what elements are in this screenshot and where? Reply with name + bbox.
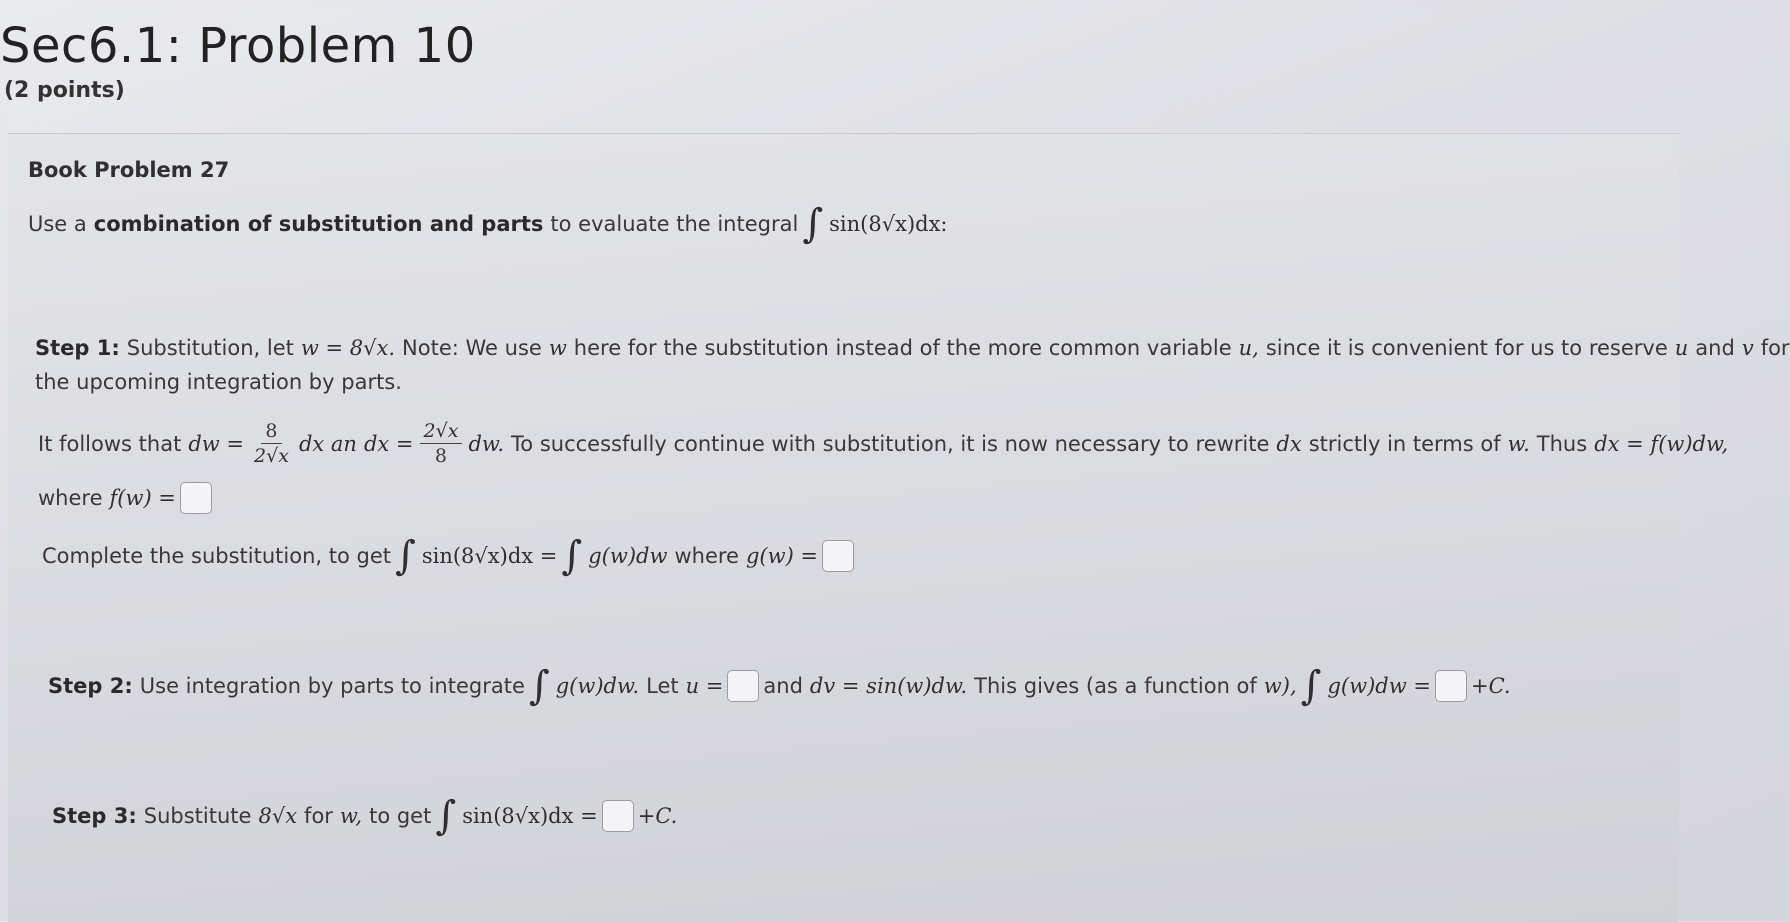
u-answer-input[interactable]: [727, 670, 759, 702]
integral-sign-icon: ∫: [435, 793, 457, 839]
follows-text: It follows that: [38, 431, 182, 456]
dx-var: dx: [1276, 431, 1302, 456]
intro-pre: Use a: [28, 212, 87, 236]
step1-for: for: [1760, 336, 1790, 360]
step2-integrand: g(w)dw.: [555, 674, 640, 698]
integral-sign-icon: ∫: [561, 533, 583, 579]
step1-label: Step 1:: [35, 336, 120, 360]
w-var2: w.: [1507, 431, 1530, 456]
fw-eq: f(w) =: [109, 486, 176, 510]
step2-and: and: [763, 674, 803, 698]
step1-sub-expr: w = 8√x.: [300, 336, 396, 360]
complete-text: Complete the substitution, to get: [42, 544, 391, 568]
step2-text-a: Use integration by parts to integrate: [139, 674, 525, 698]
step3-plus-c: +C.: [637, 804, 678, 828]
intro-bold: combination of substitution and parts: [93, 212, 544, 236]
step3-label: Step 3:: [52, 804, 137, 828]
step2-gives: This gives (as a function of: [974, 674, 1257, 698]
step2-line: [48, 663, 1511, 709]
step1-line1: [35, 336, 1790, 360]
step3-for: for: [304, 804, 333, 828]
dw-text: dw.: [468, 431, 505, 456]
step1-text-a: Substitution, let: [126, 336, 294, 360]
integral-sign-icon: ∫: [1300, 663, 1322, 709]
gw-eq: g(w) =: [745, 544, 819, 568]
step3-sub-expr: 8√x: [258, 804, 298, 828]
fw-answer-input[interactable]: [180, 482, 212, 514]
frac2-num: 2√x: [420, 420, 463, 444]
step3-to-get: to get: [369, 804, 432, 828]
page-title: Sec6.1: Problem 10: [0, 18, 476, 74]
step2-w-var: w),: [1263, 674, 1297, 698]
step1-line2-text: the upcoming integration by parts.: [35, 370, 402, 394]
complete-line: [42, 533, 858, 579]
integral-sign-icon: ∫: [802, 201, 824, 247]
step1-u-var: u,: [1238, 336, 1259, 360]
step2-dv-expr: dv = sin(w)dw.: [809, 674, 968, 698]
fraction-dw: [250, 420, 293, 467]
parts-answer-input[interactable]: [1435, 670, 1467, 702]
g-integrand: g(w)dw: [588, 544, 668, 568]
step1-text-c: here for the substitution instead of the more common variable: [573, 336, 1232, 360]
step2-result-integrand: g(w)dw =: [1327, 674, 1431, 698]
book-problem-label: Book Problem 27: [28, 158, 230, 182]
intro-integrand: sin(8√x)dx:: [829, 212, 948, 236]
step3-integrand: sin(8√x)dx =: [462, 804, 598, 828]
step1-v-var: v: [1741, 336, 1754, 360]
step1-w-var: w: [548, 336, 567, 360]
frac1-den: 2√x: [254, 445, 289, 467]
intro-post: to evaluate the integral: [550, 212, 799, 236]
step3-w-var: w,: [339, 804, 363, 828]
step1-u-var2: u: [1674, 336, 1689, 360]
final-answer-input[interactable]: [602, 800, 634, 832]
integral-sign-icon: ∫: [394, 533, 416, 579]
step1-line2: [35, 370, 402, 394]
fw-line: [38, 482, 216, 514]
thus-text: Thus: [1536, 431, 1588, 456]
step2-label: Step 2:: [48, 674, 133, 698]
step1-and: and: [1695, 336, 1735, 360]
step2-let: Let: [646, 674, 679, 698]
step2-plus-c: +C.: [1470, 674, 1511, 698]
where-text: where: [38, 486, 103, 510]
step3-text-a: Substitute: [143, 804, 252, 828]
points-label: (2 points): [4, 78, 125, 103]
frac2-den: 8: [434, 445, 448, 467]
dx-an: dx an: [298, 431, 357, 456]
step1-derivative-line: [38, 420, 1728, 467]
where2-text: where: [674, 544, 739, 568]
dw-eq: dw =: [188, 431, 245, 456]
frac1-num: 8: [261, 420, 281, 444]
intro-line: [28, 201, 948, 247]
complete-integrand: sin(8√x)dx =: [421, 544, 558, 568]
fraction-dx: [420, 420, 463, 467]
thus-expr: dx = f(w)dw,: [1594, 431, 1729, 456]
gw-answer-input[interactable]: [822, 540, 854, 572]
continue-text: To successfully continue with substitution, it is now necessary to rewrite: [511, 431, 1270, 456]
step2-u-eq: u =: [685, 674, 724, 698]
step3-line: [52, 793, 678, 839]
integral-sign-icon: ∫: [528, 663, 550, 709]
dx-eq: dx =: [363, 431, 414, 456]
strictly-text: strictly in terms of: [1308, 431, 1501, 456]
step1-text-b: Note: We use: [402, 336, 542, 360]
step1-text-d: since it is convenient for us to reserve: [1265, 336, 1668, 360]
